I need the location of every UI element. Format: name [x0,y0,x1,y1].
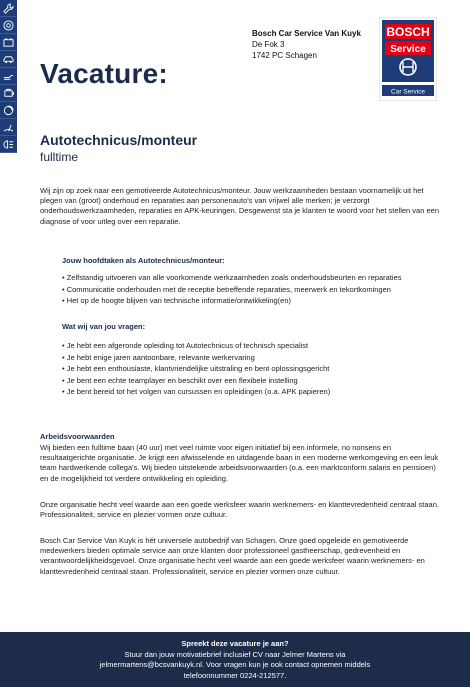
footer-line-2: jelmermartens@bcsvankuyk.nl. Voor vragen kun je ook contact opnemen middels [99,660,371,669]
engine-icon [0,85,17,102]
requirements-heading: Wat wij van jou vragen: [62,322,146,331]
logo-text-service: Service [390,44,426,55]
culture-paragraph: Onze organisatie hecht veel waarde aan een goede werksfeer waarin werknemers- en klanttevredenheid centraal staan. Professionaliteit, service en plezier vormen onze cultuur. [40,500,439,520]
list-item: • Je bent bereid tot het volgen van cursussen en opleidingen (o.a. APK papieren) [62,386,452,398]
company-name: Bosch Car Service Van Kuyk [252,29,361,38]
list-item: • Je hebt enige jaren aantoonbare, relevante werkervaring [62,352,452,364]
tasks-heading: Jouw hoofdtaken als Autotechnicus/monteur: [62,256,225,265]
list-item: • Je bent een echte teamplayer en beschikt over een flexibele instelling [62,375,452,387]
footer-line-3: telefoonnummer 0224-212577. [183,670,287,680]
wrench-icon [0,0,17,17]
tasks-list [62,272,452,307]
conditions-paragraph: Wij bieden een fulltime baan (40 uur) met veel ruimte voor eigen initiatief bij een informele, no nonsens en resultaatgerichte organisatie. Je krijgt een afwisselende en uitdagende baan in een moderne werkomgeving en een leuk team hardwerkende collega's. Wij bieden uitstekende arbeidsvoorwaarden (o.a. een marktconform salaris en pensioen) en de mogelijkheid tot verdere ontwikkeling en opleiding. [40,443,439,483]
car-icon [0,51,17,68]
page-title: Vacature: [40,58,168,89]
list-item: • Je hebt een afgeronde opleiding tot Autotechnicus of technisch specialist [62,340,452,352]
company-street: De Fok 3 [252,40,285,49]
job-type: fulltime [40,150,79,164]
company-address [252,28,361,61]
brake-icon [0,102,17,119]
requirements-list [62,340,452,398]
logo-text-car-service: Car Service [391,88,425,96]
company-city: 1742 PC Schagen [252,51,317,60]
footer-heading: Spreekt deze vacature je aan? [181,639,289,648]
job-title: Autotechnicus/monteur [40,132,198,148]
light-icon [0,136,17,153]
footer-contact [0,632,470,687]
list-item: • Je hebt een enthousiaste, klantvriendelijke uitstraling en bent oplossingsgericht [62,363,452,375]
about-paragraph: Bosch Car Service Van Kuyk is hét universele autobedrijf van Schagen. Onze goed opgeleide en gemotiveerde medewerkers bieden optimale service aan onze klanten door professioneel gastheerschap, gedrevenheid en verantwoordelijkheidsgevoel. Onze organisatie hecht veel waarde aan een goede werksfeer waarin werknemers- en klanttevredenheid centraal staan. Professionaliteit, service en plezier vormen onze cultuur. [40,536,425,576]
list-item: • Zelfstandig uitvoeren van alle voorkomende werkzaamheden zoals onderhoudsbeurten en reparaties [62,272,452,284]
sidebar-icon-strip [0,0,17,152]
list-item: • Het op de hoogte blijven van technische informatie/ontwikkeling(en) [62,295,452,307]
wiper-icon [0,119,17,136]
list-item: • Communicatie onderhouden met de receptie betreffende reparaties, meerwerk en tekortkomingen [62,284,452,296]
footer-line-1: Stuur dan jouw motivatiebrief inclusief CV naar Jelmer Martens via [124,649,346,659]
tire-icon [0,17,17,34]
battery-icon [0,34,17,51]
logo-text-bosch: BOSCH [386,25,430,39]
intro-paragraph: Wij zijn op zoek naar een gemotiveerde Autotechnicus/monteur. Jouw werkzaamheden bestaan voornamelijk uit het plegen van (groot) onderhoud en reparaties aan personenauto's van vrijwel alle merken; je verzorgt onderhoudswerkzaamheden, reparaties en APK-keuringen. Desgewenst sta je klanten te woord voor het stellen van een diagnose of voor uitleg over een reparatie. [40,186,439,226]
conditions-heading: Arbeidsvoorwaarden [40,432,115,441]
exhaust-icon [0,68,17,85]
bosch-car-service-logo [379,17,437,101]
